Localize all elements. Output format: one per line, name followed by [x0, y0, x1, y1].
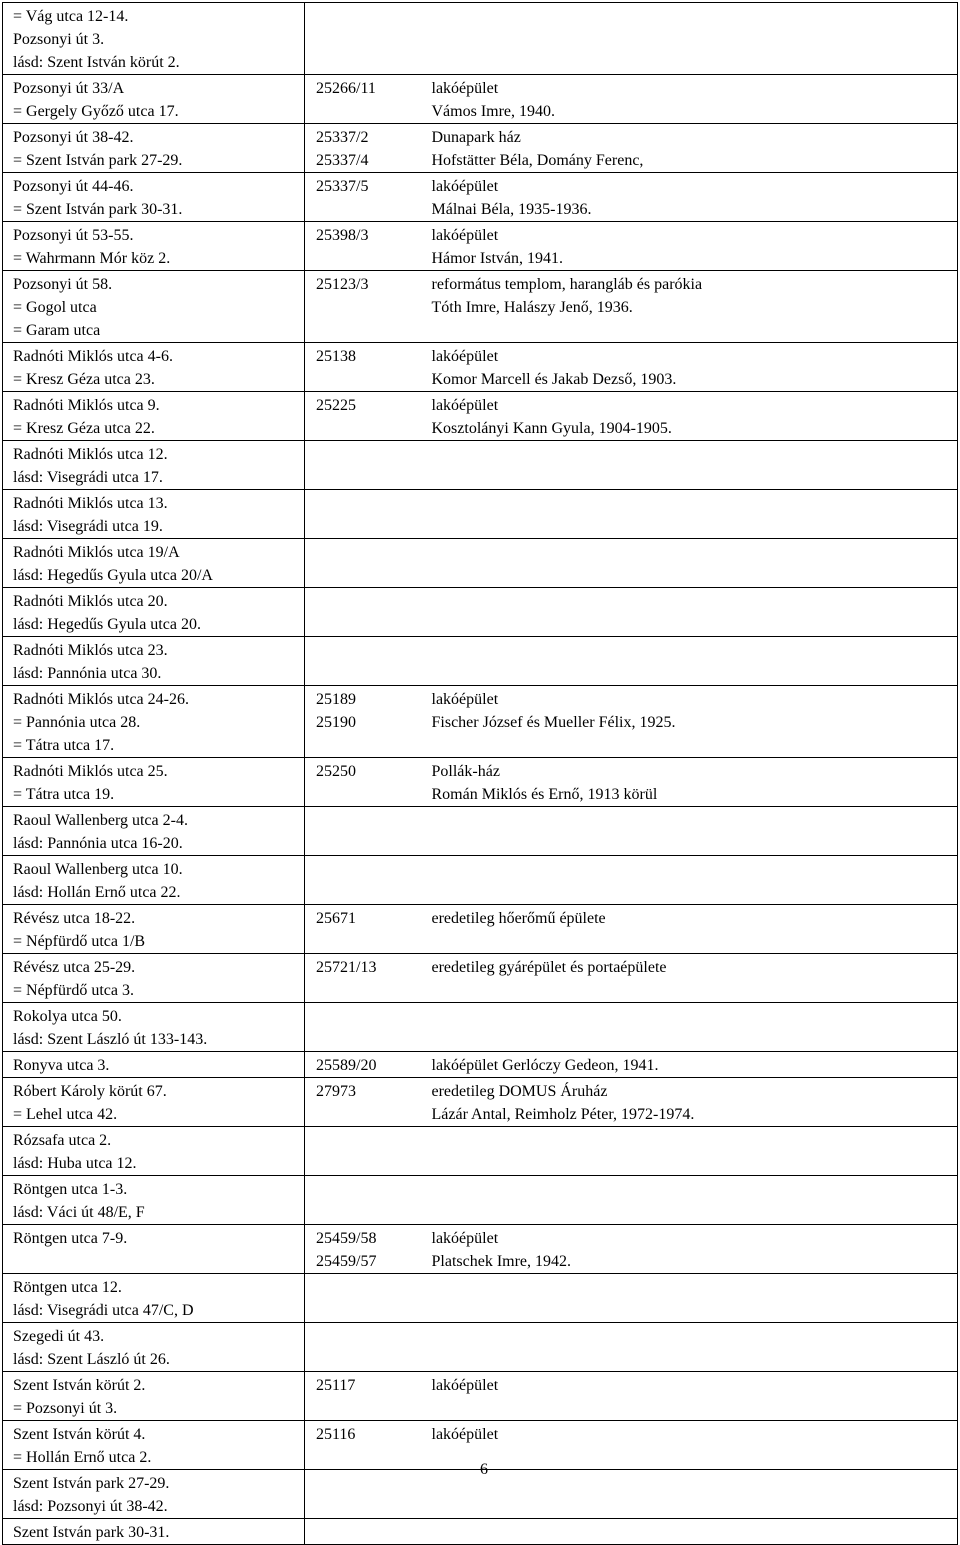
address-line: Szent István park 30-31. [13, 1524, 170, 1541]
address-line: = Garam utca [13, 322, 101, 339]
address-line: Pozsonyi út 53-55. [13, 227, 134, 244]
address-cell [3, 758, 305, 807]
table-row [3, 588, 958, 637]
lot-number-cell [305, 1323, 429, 1372]
address-line: = Népfürdő utca 1/B [13, 933, 146, 950]
table-row [3, 758, 958, 807]
lot-number-cell [305, 1127, 429, 1176]
address-cell [3, 1421, 305, 1470]
address-cell [3, 1470, 305, 1519]
description-line: Komor Marcell és Jakab Dezső, 1903. [431, 371, 677, 388]
address-cell [3, 905, 305, 954]
description-cell [429, 905, 958, 954]
address-line: = Tátra utca 19. [13, 786, 115, 803]
lot-number: 25250 [316, 763, 356, 780]
address-line: Szegedi út 43. [13, 1328, 105, 1345]
table-row [3, 3, 958, 75]
description-line: Román Miklós és Ernő, 1913 körül [431, 786, 658, 803]
table-row [3, 1519, 958, 1545]
lot-number: 25266/11 [316, 80, 376, 97]
table-row [3, 1127, 958, 1176]
address-line: lásd: Hegedűs Gyula utca 20/A [13, 567, 213, 584]
table-row [3, 490, 958, 539]
description-line: Lázár Antal, Reimholz Péter, 1972-1974. [431, 1106, 695, 1123]
lot-number-cell [305, 1470, 429, 1519]
lot-number-cell [305, 343, 429, 392]
address-line: = Szent István park 27-29. [13, 152, 183, 169]
description-line: lakóépület [431, 397, 499, 414]
lot-number-cell [305, 1176, 429, 1225]
address-cell [3, 1372, 305, 1421]
table-row [3, 905, 958, 954]
description-cell [429, 392, 958, 441]
address-line: Radnóti Miklós utca 23. [13, 642, 168, 659]
table-row [3, 1372, 958, 1421]
address-line: = Pannónia utca 28. [13, 714, 141, 731]
address-line: Révész utca 18-22. [13, 910, 136, 927]
description-cell [429, 75, 958, 124]
table-row [3, 954, 958, 1003]
lot-number-cell [305, 1372, 429, 1421]
address-cell [3, 1127, 305, 1176]
description-cell [429, 1519, 958, 1545]
lot-number: 25117 [316, 1377, 356, 1394]
lot-number: 25116 [316, 1426, 356, 1443]
address-cell [3, 271, 305, 343]
address-line: = Gogol utca [13, 299, 97, 316]
address-line: Radnóti Miklós utca 24-26. [13, 691, 189, 708]
table-row [3, 222, 958, 271]
description-cell [429, 1274, 958, 1323]
address-line: = Tátra utca 17. [13, 737, 115, 754]
address-cell [3, 173, 305, 222]
address-line: Radnóti Miklós utca 20. [13, 593, 168, 610]
description-line: lakóépület [431, 80, 499, 97]
lot-number-cell [305, 173, 429, 222]
address-line: = Lehel utca 42. [13, 1106, 118, 1123]
description-cell [429, 758, 958, 807]
address-line: Radnóti Miklós utca 25. [13, 763, 168, 780]
address-cell [3, 539, 305, 588]
lot-number: 25138 [316, 348, 356, 365]
address-line: = Gergely Győző utca 17. [13, 103, 179, 120]
address-line: Röntgen utca 1-3. [13, 1181, 128, 1198]
description-cell [429, 686, 958, 758]
description-line: Hámor István, 1941. [431, 250, 564, 267]
lot-number: 25459/57 [316, 1253, 377, 1270]
description-line: lakóépület Gerlóczy Gedeon, 1941. [431, 1057, 659, 1074]
description-line: eredetileg DOMUS Áruház [431, 1083, 608, 1100]
table-row [3, 1078, 958, 1127]
address-line: Ronyva utca 3. [13, 1057, 110, 1074]
lot-number-cell [305, 490, 429, 539]
address-cell [3, 588, 305, 637]
address-cell [3, 1323, 305, 1372]
address-line: = Kresz Géza utca 23. [13, 371, 155, 388]
lot-number-cell [305, 1052, 429, 1078]
address-line: = Népfürdő utca 3. [13, 982, 134, 999]
description-line: Pollák-ház [431, 763, 500, 780]
lot-number-cell [305, 392, 429, 441]
address-cell [3, 222, 305, 271]
description-cell [429, 490, 958, 539]
address-line: lásd: Hollán Ernő utca 22. [13, 884, 181, 901]
description-cell [429, 1078, 958, 1127]
description-cell [429, 588, 958, 637]
description-cell [429, 1003, 958, 1052]
lot-number-cell [305, 539, 429, 588]
lot-number: 25189 [316, 691, 356, 708]
address-line: Róbert Károly körút 67. [13, 1083, 167, 1100]
page-number: 6 [480, 1461, 488, 1478]
address-cell [3, 3, 305, 75]
lot-number-cell [305, 271, 429, 343]
address-cell [3, 441, 305, 490]
address-line: lásd: Visegrádi utca 17. [13, 469, 163, 486]
lot-number: 25721/13 [316, 959, 377, 976]
lot-number-cell [305, 856, 429, 905]
table-row [3, 1225, 958, 1274]
address-cell [3, 490, 305, 539]
lot-number-cell [305, 637, 429, 686]
description-cell [429, 1421, 958, 1470]
description-cell [429, 1127, 958, 1176]
address-line: Raoul Wallenberg utca 2-4. [13, 812, 188, 829]
address-line: lásd: Pozsonyi út 38-42. [13, 1498, 168, 1515]
description-cell [429, 954, 958, 1003]
lot-number-cell [305, 1274, 429, 1323]
address-cell [3, 75, 305, 124]
description-cell [429, 856, 958, 905]
table-row [3, 441, 958, 490]
address-cell [3, 343, 305, 392]
lot-number-cell [305, 222, 429, 271]
lot-number: 25337/4 [316, 152, 369, 169]
lot-number: 25337/2 [316, 129, 369, 146]
description-cell [429, 3, 958, 75]
lot-number-cell [305, 1225, 429, 1274]
address-line: lásd: Hegedűs Gyula utca 20. [13, 616, 201, 633]
description-line: lakóépület [431, 178, 499, 195]
description-line: Málnai Béla, 1935-1936. [431, 201, 592, 218]
description-line: lakóépület [431, 227, 499, 244]
description-cell [429, 1470, 958, 1519]
table-row [3, 1274, 958, 1323]
lot-number: 25190 [316, 714, 356, 731]
address-line: Szent István körút 4. [13, 1426, 146, 1443]
document-table [2, 2, 958, 1545]
description-cell [429, 1372, 958, 1421]
address-line: = Kresz Géza utca 22. [13, 420, 155, 437]
lot-number: 25398/3 [316, 227, 369, 244]
address-cell [3, 124, 305, 173]
address-cell [3, 637, 305, 686]
description-line: lakóépület [431, 691, 499, 708]
description-cell [429, 539, 958, 588]
address-cell [3, 856, 305, 905]
address-line: = Wahrmann Mór köz 2. [13, 250, 171, 267]
description-line: Platschek Imre, 1942. [431, 1253, 572, 1270]
address-cell [3, 807, 305, 856]
address-line: lásd: Pannónia utca 16-20. [13, 835, 183, 852]
address-line: Pozsonyi út 3. [13, 31, 105, 48]
address-cell [3, 686, 305, 758]
description-line: református templom, harangláb és parókia [431, 276, 703, 293]
description-cell [429, 807, 958, 856]
address-line: = Hollán Ernő utca 2. [13, 1449, 152, 1466]
description-cell [429, 173, 958, 222]
lot-number-cell [305, 3, 429, 75]
table-row [3, 392, 958, 441]
address-cell [3, 954, 305, 1003]
description-cell [429, 343, 958, 392]
address-line: Pozsonyi út 58. [13, 276, 113, 293]
address-line: = Szent István park 30-31. [13, 201, 183, 218]
description-line: lakóépület [431, 1377, 499, 1394]
address-line: Szent István park 27-29. [13, 1475, 170, 1492]
description-cell [429, 1225, 958, 1274]
table-row [3, 1323, 958, 1372]
description-cell [429, 222, 958, 271]
lot-number: 25337/5 [316, 178, 369, 195]
address-line: Pozsonyi út 33/A [13, 80, 125, 97]
table-row [3, 271, 958, 343]
lot-number-cell [305, 588, 429, 637]
lot-number-cell [305, 758, 429, 807]
address-line: Radnóti Miklós utca 4-6. [13, 348, 173, 365]
description-cell [429, 637, 958, 686]
table-row [3, 637, 958, 686]
address-line: lásd: Szent László út 26. [13, 1351, 170, 1368]
lot-number: 25671 [316, 910, 356, 927]
address-cell [3, 1274, 305, 1323]
lot-number-cell [305, 1003, 429, 1052]
address-cell [3, 1052, 305, 1078]
address-line: lásd: Visegrádi utca 47/C, D [13, 1302, 194, 1319]
table-row [3, 343, 958, 392]
address-line: lásd: Huba utca 12. [13, 1155, 137, 1172]
table-row [3, 539, 958, 588]
description-cell [429, 441, 958, 490]
table-row [3, 807, 958, 856]
table-row [3, 124, 958, 173]
address-cell [3, 1225, 305, 1274]
address-line: lásd: Szent István körút 2. [13, 54, 180, 71]
address-cell [3, 1519, 305, 1545]
description-cell [429, 124, 958, 173]
description-line: Fischer József és Mueller Félix, 1925. [431, 714, 676, 731]
lot-number: 25459/58 [316, 1230, 377, 1247]
address-cell [3, 1003, 305, 1052]
address-line: Radnóti Miklós utca 19/A [13, 544, 180, 561]
table-row [3, 856, 958, 905]
lot-number-cell [305, 1421, 429, 1470]
description-line: Kosztolányi Kann Gyula, 1904-1905. [431, 420, 672, 437]
lot-number: 27973 [316, 1083, 356, 1100]
lot-number-cell [305, 124, 429, 173]
lot-number-cell [305, 954, 429, 1003]
table-row [3, 686, 958, 758]
description-cell [429, 1323, 958, 1372]
description-cell [429, 1176, 958, 1225]
description-line: lakóépület [431, 348, 499, 365]
lot-number-cell [305, 1078, 429, 1127]
description-line: lakóépület [431, 1230, 499, 1247]
table-row [3, 1052, 958, 1078]
address-line: lásd: Visegrádi utca 19. [13, 518, 163, 535]
description-line: lakóépület [431, 1426, 499, 1443]
address-line: Révész utca 25-29. [13, 959, 136, 976]
description-line: eredetileg hőerőmű épülete [431, 910, 606, 927]
address-cell [3, 1176, 305, 1225]
address-line: Radnóti Miklós utca 13. [13, 495, 168, 512]
address-line: Szent István körút 2. [13, 1377, 146, 1394]
lot-number: 25589/20 [316, 1057, 377, 1074]
table-body [3, 3, 958, 1545]
description-line: Hofstätter Béla, Domány Ferenc, [431, 152, 644, 169]
address-line: Radnóti Miklós utca 9. [13, 397, 160, 414]
address-line: Rózsafa utca 2. [13, 1132, 112, 1149]
address-line: Pozsonyi út 38-42. [13, 129, 134, 146]
description-line: eredetileg gyárépület és portaépülete [431, 959, 667, 976]
description-cell [429, 271, 958, 343]
address-line: Raoul Wallenberg utca 10. [13, 861, 183, 878]
address-line: Röntgen utca 12. [13, 1279, 122, 1296]
description-line: Dunapark ház [431, 129, 521, 146]
address-cell [3, 392, 305, 441]
description-line: Tóth Imre, Halászy Jenő, 1936. [431, 299, 633, 316]
lot-number: 25225 [316, 397, 356, 414]
address-line: = Pozsonyi út 3. [13, 1400, 118, 1417]
address-line: Radnóti Miklós utca 12. [13, 446, 168, 463]
address-line: Röntgen utca 7-9. [13, 1230, 128, 1247]
address-line: lásd: Szent László út 133-143. [13, 1031, 208, 1048]
table-row [3, 1176, 958, 1225]
table-row [3, 173, 958, 222]
lot-number-cell [305, 75, 429, 124]
address-line: lásd: Váci út 48/E, F [13, 1204, 145, 1221]
table-row [3, 1003, 958, 1052]
address-line: Rokolya utca 50. [13, 1008, 122, 1025]
lot-number-cell [305, 686, 429, 758]
lot-number-cell [305, 1519, 429, 1545]
lot-number-cell [305, 807, 429, 856]
lot-number-cell [305, 905, 429, 954]
description-cell [429, 1052, 958, 1078]
lot-number: 25123/3 [316, 276, 369, 293]
description-line: Vámos Imre, 1940. [431, 103, 556, 120]
address-cell [3, 1078, 305, 1127]
address-line: Pozsonyi út 44-46. [13, 178, 134, 195]
address-line: = Vág utca 12-14. [13, 8, 129, 25]
lot-number-cell [305, 441, 429, 490]
address-line: lásd: Pannónia utca 30. [13, 665, 162, 682]
table-row [3, 75, 958, 124]
